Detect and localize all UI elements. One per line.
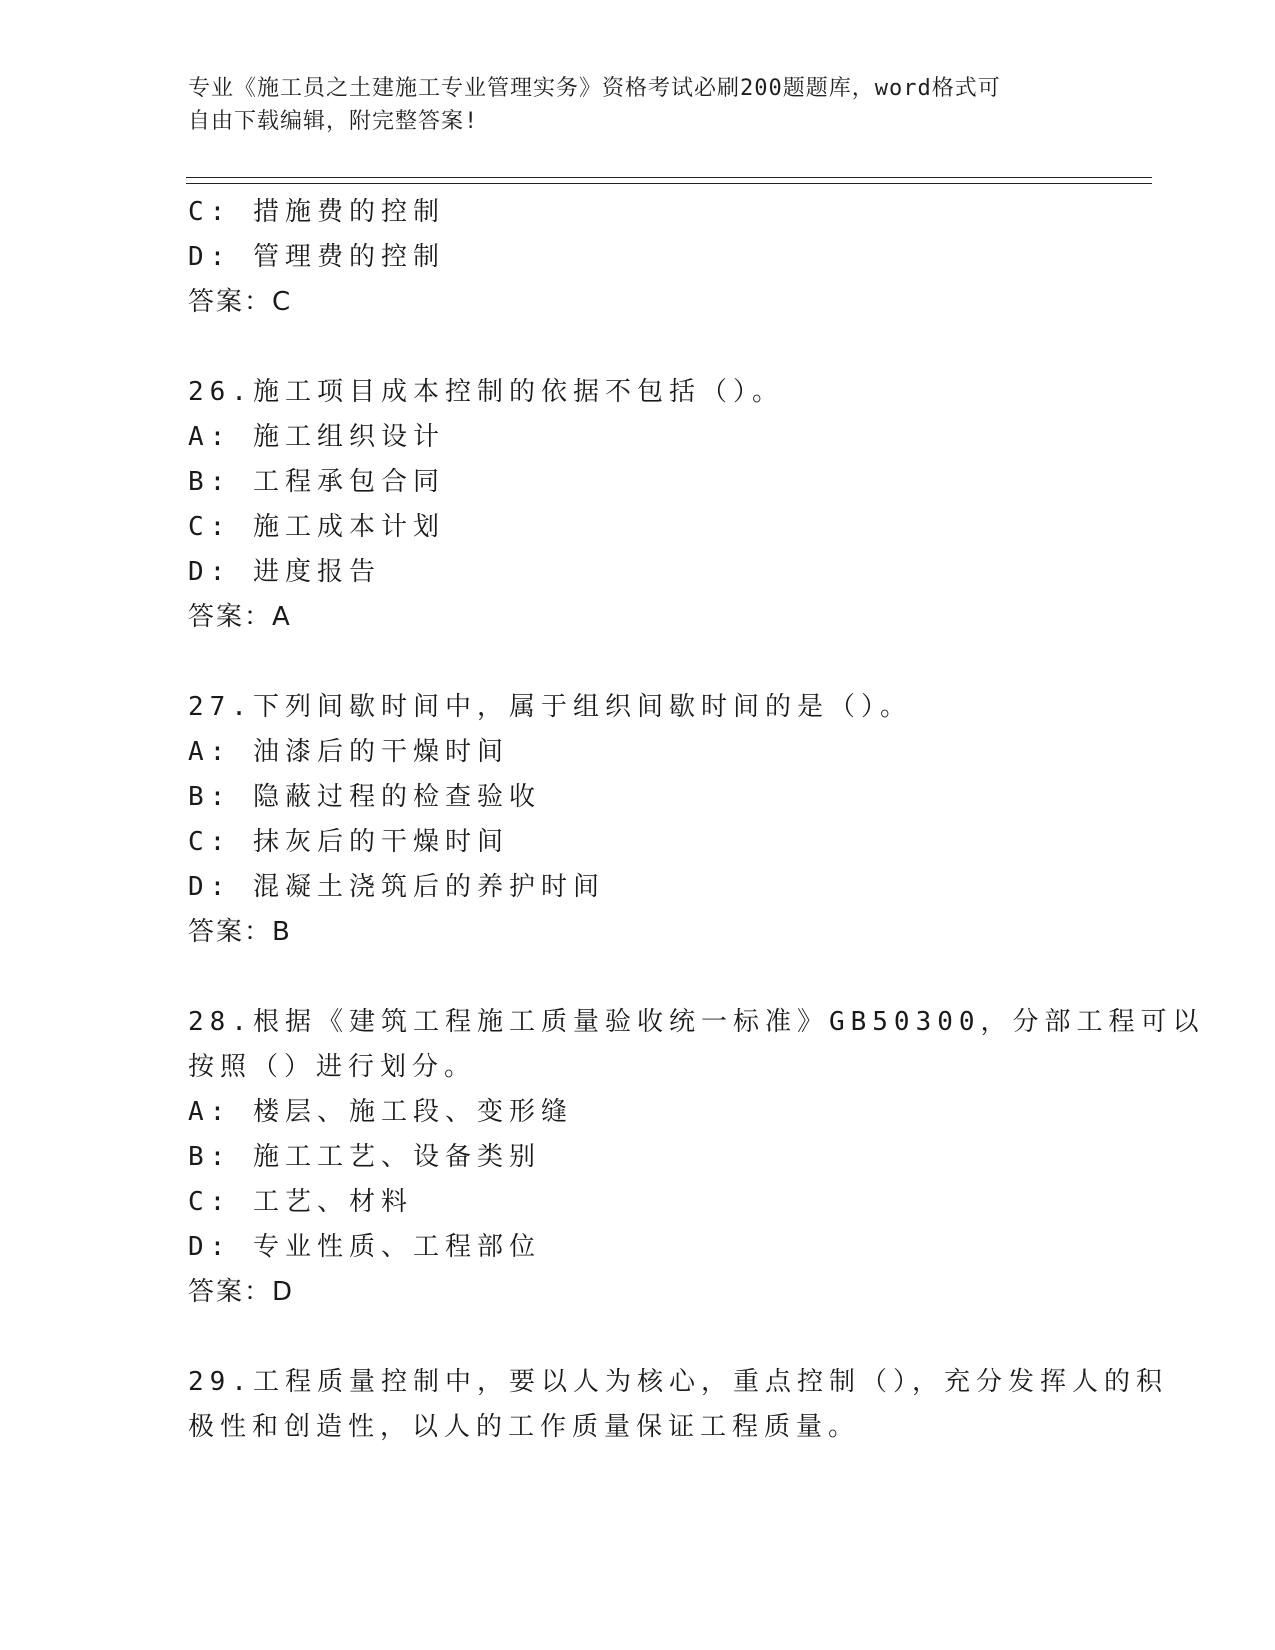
- q27-answer: 答案：B: [188, 917, 292, 947]
- q27-option-d: D: 混凝土浇筑后的养护时间: [188, 872, 605, 902]
- header-title-line-1: 专业《施工员之土建施工专业管理实务》资格考试必刷200题题库，word格式可: [188, 76, 1001, 101]
- q26-stem: 26.施工项目成本控制的依据不包括（）。: [188, 377, 784, 407]
- q29-stem-line-1: 29.工程质量控制中，要以人为核心，重点控制（），充分发挥人的积: [188, 1367, 1168, 1397]
- q28-option-d: D: 专业性质、工程部位: [188, 1232, 541, 1262]
- prev-answer: 答案：C: [188, 287, 293, 317]
- prev-option-c: C: 措施费的控制: [188, 197, 445, 227]
- q26-answer: 答案：A: [188, 602, 292, 632]
- q28-stem-line-1: 28.根据《建筑工程施工质量验收统一标准》GB50300，分部工程可以: [188, 1007, 1205, 1037]
- q29-stem-line-2: 极性和创造性，以人的工作质量保证工程质量。: [188, 1412, 861, 1442]
- prev-option-d: D: 管理费的控制: [188, 242, 445, 272]
- q26-option-b: B: 工程承包合同: [188, 467, 445, 497]
- q26-option-d: D: 进度报告: [188, 557, 381, 587]
- q27-stem: 27.下列间歇时间中，属于组织间歇时间的是（）。: [188, 692, 912, 722]
- q26-option-c: C: 施工成本计划: [188, 512, 445, 542]
- q27-option-a: A: 油漆后的干燥时间: [188, 737, 509, 767]
- q27-option-b: B: 隐蔽过程的检查验收: [188, 782, 541, 812]
- q28-stem-line-2: 按照（）进行划分。: [188, 1052, 477, 1082]
- q26-option-a: A: 施工组织设计: [188, 422, 445, 452]
- q28-option-b: B: 施工工艺、设备类别: [188, 1142, 541, 1172]
- header-divider-bottom: [186, 183, 1152, 184]
- document-header: [188, 72, 1088, 138]
- q28-option-a: A: 楼层、施工段、变形缝: [188, 1097, 573, 1127]
- header-divider-top: [186, 177, 1152, 178]
- header-title-line-2: 自由下载编辑，附完整答案!: [188, 109, 479, 134]
- q28-answer: 答案：D: [188, 1277, 295, 1307]
- q28-option-c: C: 工艺、材料: [188, 1187, 413, 1217]
- q27-option-c: C: 抹灰后的干燥时间: [188, 827, 509, 857]
